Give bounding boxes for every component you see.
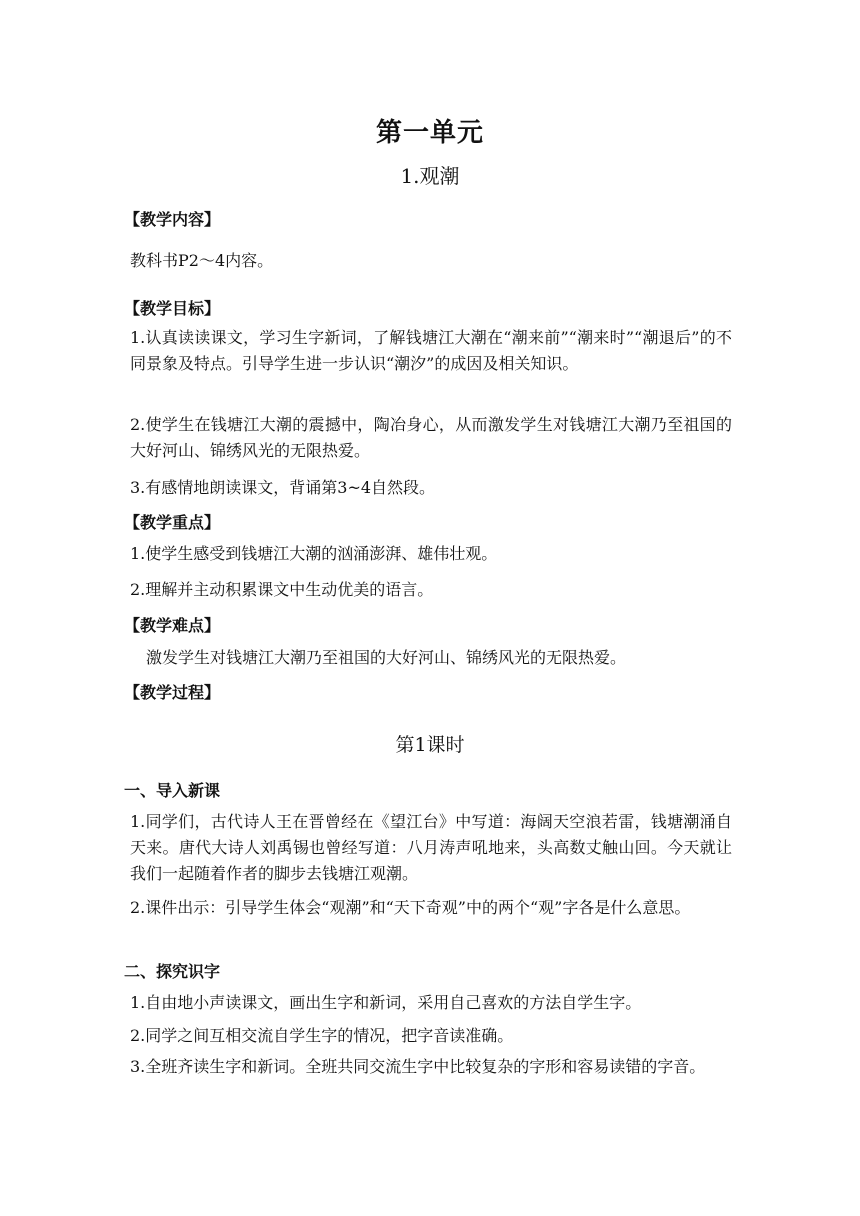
difficulty-text: 激发学生对钱塘江大潮乃至祖国的大好河山、锦绣风光的无限热爱。 (146, 648, 627, 667)
unit-title: 第一单元 (375, 118, 484, 148)
goal-item-2: 2.使学生在钱塘江大潮的震撼中，陶冶身心，从而激发学生对钱塘江大潮乃至祖国的大好河山、锦绣风光的无限热爱。 (130, 415, 732, 460)
goal-item-3: 3.有感情地朗读课文，背诵第3~4自然段。 (130, 478, 436, 497)
content-text: 教科书P2～4内容。 (130, 251, 274, 270)
section1-heading: 一、导入新课 (124, 781, 221, 800)
key-heading: 【教学重点】 (124, 513, 221, 532)
section1-item-2: 2.课件出示：引导学生体会“观潮”和“天下奇观”中的两个“观”字各是什么意思。 (130, 898, 691, 917)
process-heading: 【教学过程】 (124, 683, 221, 702)
section2-item-3: 3.全班齐读生字和新词。全班共同交流生字中比较复杂的字形和容易读错的字音。 (130, 1057, 706, 1076)
session-title: 第1课时 (395, 734, 465, 756)
section2-item-2: 2.同学之间互相交流自学生字的情况，把字音读准确。 (130, 1026, 514, 1045)
difficulty-heading: 【教学难点】 (124, 616, 221, 635)
goal-item-1: 1.认真读读课文，学习生字新词，了解钱塘江大潮在“潮来前”“潮来时”“潮退后”的不同景象及特点。引导学生进一步认识“潮汐”的成因及相关知识。 (130, 328, 732, 373)
section2-heading: 二、探究识字 (124, 962, 221, 981)
key-point-1: 1.使学生感受到钱塘江大潮的汹涌澎湃、雄伟壮观。 (130, 544, 498, 563)
section1-item-1: 1.同学们，古代诗人王在晋曾经在《望江台》中写道：海阔天空浪若雷，钱塘潮涌自天来。唐代大诗人刘禹锡也曾经写道：八月涛声吼地来，头高数丈触山回。今天就让我们一起随着作者的脚步去钱塘江观潮。 (130, 812, 732, 883)
section2-item-1: 1.自由地小声读课文，画出生字和新词，采用自己喜欢的方法自学生字。 (130, 993, 642, 1012)
content-heading: 【教学内容】 (124, 210, 221, 229)
lesson-title: 1.观潮 (400, 164, 460, 188)
goals-heading: 【教学目标】 (124, 299, 221, 318)
key-point-2: 2.理解并主动积累课文中生动优美的语言。 (130, 580, 434, 599)
